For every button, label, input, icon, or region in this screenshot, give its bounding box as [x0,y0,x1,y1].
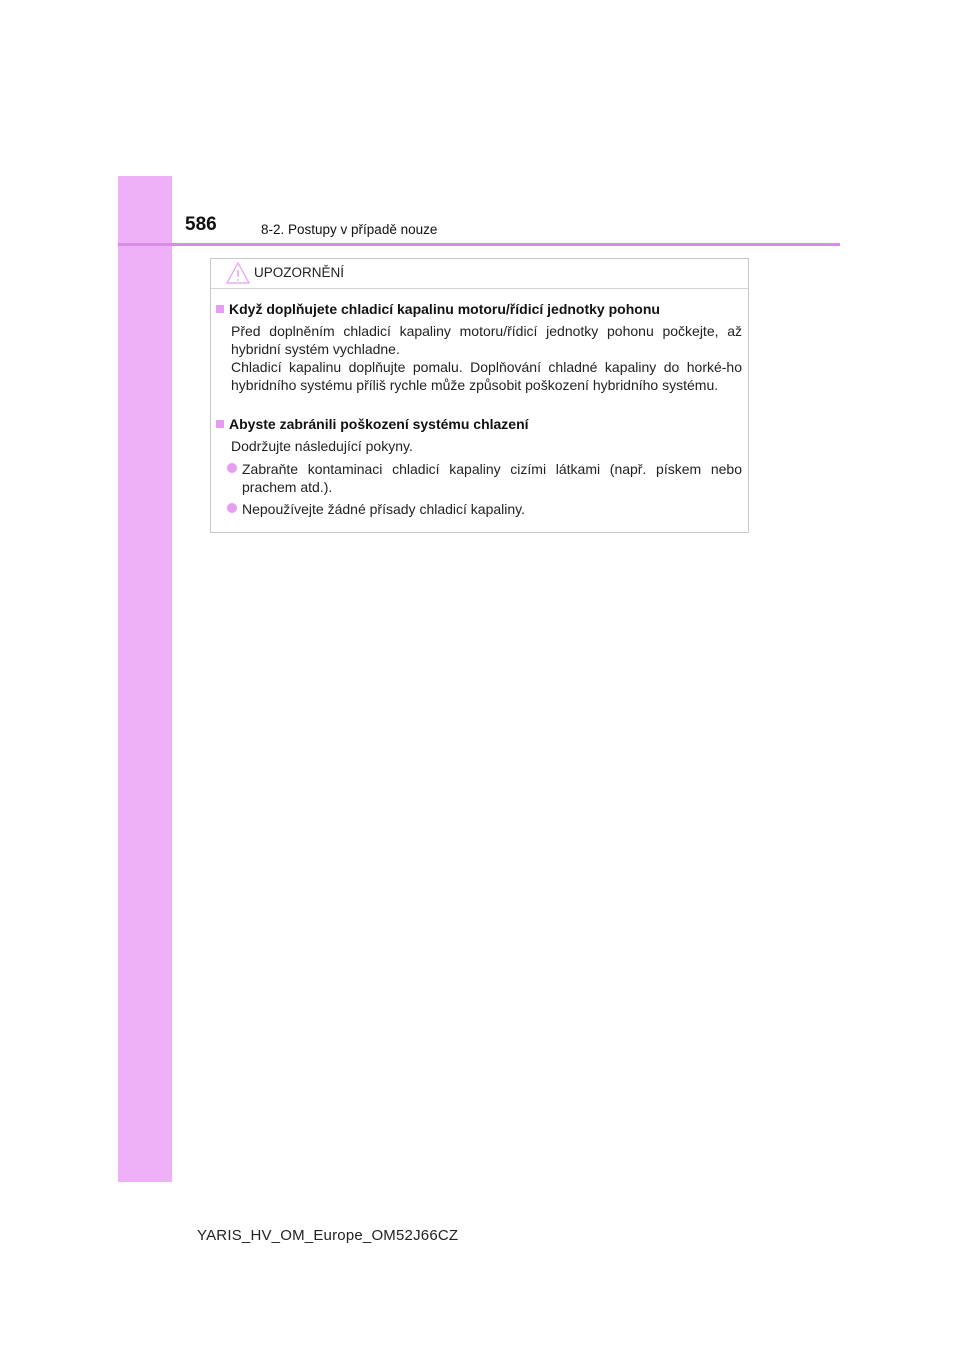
paragraph: Před doplněním chladicí kapaliny motoru/řídicí jednotky pohonu počkejte, až hybridní systém vychladne. [231,323,742,357]
bullet-item: Zabraňte kontaminaci chladicí kapaliny cizími látkami (např. pískem nebo prachem atd.). [227,460,742,496]
section-title: 8-2. Postupy v případě nouze [261,222,438,237]
page-number: 586 [185,214,217,235]
warning-box [210,258,749,533]
header-rule [118,243,840,246]
warning-triangle-icon [225,261,251,285]
square-bullet-icon [216,305,224,313]
bullet-item: Nepoužívejte žádné přísady chladicí kapaliny. [227,500,742,518]
circle-bullet-icon [227,463,237,473]
paragraph: Chladicí kapalinu doplňujte pomalu. Doplňování chladné kapaliny do horké-ho hybridního systému příliš rychle může způsobit poškození hybridního systému. [231,359,742,393]
item-title-cooling-protection: Abyste zabránili poškození systému chlazení [216,416,529,432]
square-bullet-icon [216,420,224,428]
item-title-coolant-refill: Když doplňujete chladicí kapalinu motoru/řídicí jednotky pohonu [216,301,660,317]
circle-bullet-icon [227,503,237,513]
warning-header [211,259,748,289]
warning-label: UPOZORNĚNÍ [254,265,345,280]
chapter-side-tab [118,176,172,1182]
paragraph: Dodržujte následující pokyny. [231,438,413,454]
document-code: YARIS_HV_OM_Europe_OM52J66CZ [197,1227,459,1244]
